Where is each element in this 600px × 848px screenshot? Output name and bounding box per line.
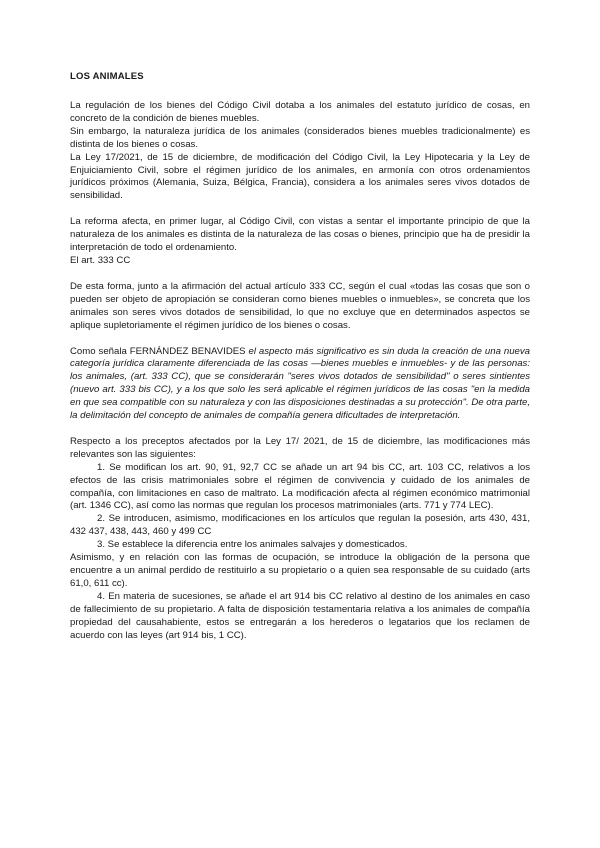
spacer [70, 268, 530, 281]
spacer [70, 423, 530, 436]
precepts-item-3: 3. Se establece la diferencia entre los animales salvajes y domesticados. [97, 539, 408, 551]
art-333-heading: El art. 333 CC [70, 254, 131, 266]
document-page [70, 70, 530, 642]
quote-lead: Como señala FERNÁNDEZ BENAVIDES [70, 345, 246, 357]
intro-paragraph-3: La Ley 17/2021, de 15 de diciembre, de modificación del Código Civil, la Ley Hipotecaria y la Ley de Enjuiciamiento Civil, sobre el régimen jurídico de los animales, en armonía con otros ordenamientos jurídicos próximos (Alemania, Suiza, Bélgica, Francia), considera a los animales seres vivos dotados de sensibilidad. [70, 151, 530, 202]
intro-paragraph-2: Sin embargo, la naturaleza jurídica de los animales (considerados bienes muebles tradicionalmente) es distinta de los bienes o cosas. [70, 125, 530, 150]
precepts-item-2: 2. Se introducen, asimismo, modificaciones en los artículos que regulan la posesión, arts 430, 431, 432 437, 438, 443, 460 y 499 CC [70, 513, 530, 538]
art-333-paragraph: De esta forma, junto a la afirmación del actual artículo 333 CC, según el cual «todas las cosas que son o pueden ser objeto de apropiación se consideran como bienes muebles o inmuebles», se concreta que los animales son seres vivos dotados de sensibilidad, lo que no excluye que en determinados aspectos se aplique supletoriamente el régimen jurídico de los bienes o cosas. [70, 280, 530, 331]
precepts-item-1: 1. Se modifican los art. 90, 91, 92,7 CC se añade un art 94 bis CC, art. 103 CC, relativos a los efectos de las crisis matrimoniales sobre el régimen de convivencia y cuidado de los animales de compañía, con limitaciones en caso de maltrato. La modificación afecta al régimen económico matrimonial (art. 1346 CC), así como las normas que regulan los procesos matrimoniales (arts. 771 y 774 LEC). [70, 461, 530, 512]
intro-paragraph-1: La regulación de los bienes del Código Civil dotaba a los animales del estatuto jurídico de cosas, en concreto de la condición de bienes muebles. [70, 100, 530, 124]
spacer [70, 203, 530, 216]
precepts-item-4: 4. En materia de sucesiones, se añade el art 914 bis CC relativo al destino de los animales en caso de fallecimiento de su propietario. A falta de disposición testamentaria relativa a los animales de compañía propiedad del causahabiente, estos se entregarán a los herederos o legatarios que los reclamen de acuerdo con las leyes (art 914 bis, 1 CC). [70, 590, 530, 641]
document-title: LOS ANIMALES [70, 71, 144, 82]
spacer [70, 333, 530, 346]
quote-paragraph [70, 346, 530, 423]
reform-paragraph: La reforma afecta, en primer lugar, al Código Civil, con vistas a sentar el importante principio de que la naturaleza de los animales es distinta de la naturaleza de las cosas o bienes, principio que ha de presidir la interpretación de todo el ordenamiento. [70, 216, 530, 254]
precepts-intro: Respecto a los preceptos afectados por la Ley 17/ 2021, de 15 de diciembre, las modificaciones más relevantes son las siguientes: [70, 435, 530, 460]
precepts-occupation: Asimismo, y en relación con las formas de ocupación, se introduce la obligación de la persona que encuentre a un animal perdido de restituirlo a su propietario o a quien sea responsable de su cuidado (arts 61,0, 611 cc). [70, 552, 530, 589]
quote-text: el aspecto más significativo es sin duda la creación de una nueva categoría jurídica claramente diferenciada de las cosas —bienes muebles e inmuebles- y de las personas: los animales, (art. 333 CC), que se considerarán "seres vivos dotados de sensibilidad" o seres sintientes (nuevo art. 333 bis CC), y a los que solo les será aplicable el régimen jurídicos de las cosas "en la medida en que sea compatible con su naturaleza y con las disposiciones destinadas a su protección". De otra parte, la delimitación del concepto de animales de compañía genera dificultades de interpretación. [70, 345, 530, 422]
